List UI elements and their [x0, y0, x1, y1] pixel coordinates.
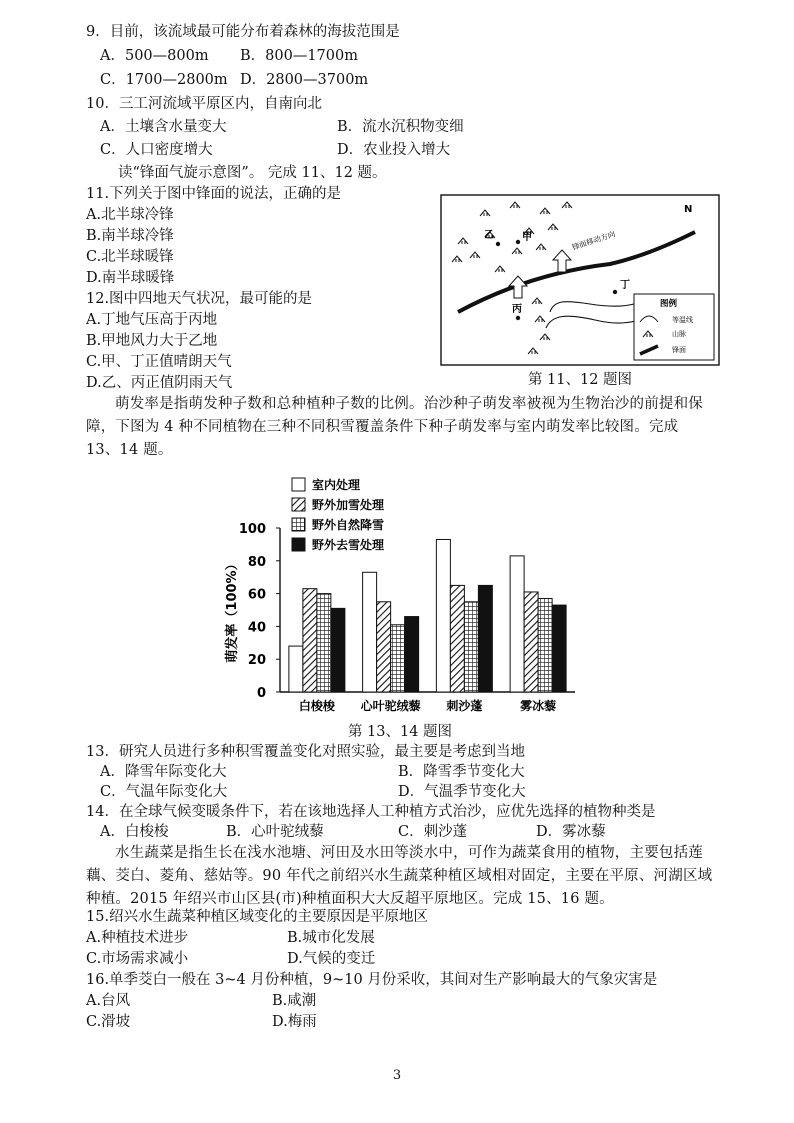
bar-chart-caption: 第 13、14 题图 — [347, 724, 453, 740]
bar — [552, 605, 566, 692]
intro-13-14: 萌发率是指萌发种子数和总种植种子数的比例。治沙种子萌发率被视为生物治沙的前提和保障，下图为 4 种不同植物在三种不同积雪覆盖条件下种子萌发率与室内萌发率比较图。完成 13、14 题。 — [86, 396, 703, 458]
q10-option-b[interactable]: B．流水沉积物变细 — [337, 119, 464, 135]
q11-option-d[interactable]: D.南半球暖锋 — [86, 270, 175, 286]
q10-option-d[interactable]: D．农业投入增大 — [337, 142, 451, 158]
q9-option-c[interactable]: C．1700—2800m — [100, 72, 228, 88]
legend-swatch — [292, 518, 305, 531]
legend-label: 室内处理 — [312, 478, 361, 492]
bar — [303, 589, 317, 692]
q15-option-c[interactable]: C.市场需求减小 — [86, 951, 189, 967]
q10-option-a[interactable]: A．土壤含水量变大 — [100, 119, 227, 135]
q14-option-c[interactable]: C．刺沙蓬 — [398, 824, 468, 840]
legend-label: 野外加雪处理 — [312, 498, 385, 512]
bar — [478, 585, 492, 692]
bar — [464, 602, 478, 692]
bar — [377, 602, 391, 692]
place-jia: 甲 — [522, 232, 532, 243]
bar — [538, 599, 552, 692]
bar — [524, 592, 538, 692]
q9-option-a[interactable]: A．500—800m — [100, 48, 209, 64]
q13-option-a[interactable]: A．降雪年际变化大 — [100, 764, 227, 780]
bar — [363, 572, 377, 692]
x-tick-label: 心叶驼绒藜 — [360, 699, 421, 713]
q10-option-c[interactable]: C．人口密度增大 — [100, 142, 213, 158]
q14-option-a[interactable]: A．白梭梭 — [100, 824, 169, 840]
legend-front: 锋面 — [672, 346, 686, 354]
q15-option-d[interactable]: D.气候的变迁 — [287, 951, 376, 967]
y-tick-label: 0 — [256, 686, 266, 701]
q12-option-b[interactable]: B.甲地风力大于乙地 — [86, 333, 218, 349]
place-ding: 丁 — [620, 280, 630, 291]
q15-stem: 15.绍兴水生蔬菜种植区域变化的主要原因是平原地区 — [86, 909, 429, 925]
y-tick-label: 100 — [238, 522, 266, 537]
germination-bar-chart — [200, 470, 600, 720]
place-bing: 丙 — [512, 304, 522, 315]
q11-option-b[interactable]: B.南半球冷锋 — [86, 228, 174, 244]
q15-option-b[interactable]: B.城市化发展 — [287, 930, 375, 946]
bar — [317, 594, 331, 692]
q12-option-c[interactable]: C.甲、丁正值晴朗天气 — [86, 354, 232, 370]
legend-swatch — [292, 538, 305, 551]
q13-stem: 13．研究人员进行多种积雪覆盖变化对照实验，最主要是考虑到当地 — [86, 744, 525, 760]
diagram-legend — [634, 294, 714, 360]
bar — [331, 608, 345, 692]
q10-stem: 10．三工河流域平原区内，自南向北 — [86, 96, 322, 112]
q14-option-b[interactable]: B．心叶驼绒藜 — [226, 824, 324, 840]
legend-swatch — [292, 498, 305, 511]
q11-stem: 11.下列关于图中锋面的说法，正确的是 — [86, 186, 342, 202]
place-yi: 乙 — [484, 230, 494, 241]
bar — [289, 646, 303, 692]
legend-swatch — [292, 478, 305, 491]
q16-option-c[interactable]: C.滑坡 — [86, 1014, 131, 1030]
front-cyclone-diagram — [440, 194, 720, 366]
y-tick-label: 40 — [247, 620, 266, 636]
q11-option-c[interactable]: C.北半球暖锋 — [86, 249, 174, 265]
q16-option-d[interactable]: D.梅雨 — [272, 1014, 317, 1030]
intro-11-12: 读“锋面气旋示意图”。 完成 11、12 题。 — [118, 165, 387, 181]
q13-option-b[interactable]: B．降雪季节变化大 — [398, 764, 525, 780]
bar — [436, 539, 450, 692]
legend-mountain: 山脉 — [672, 330, 686, 338]
bar — [391, 625, 405, 692]
q12-stem: 12.图中四地天气状况，最可能的是 — [86, 291, 313, 307]
x-tick-label: 刺沙蓬 — [446, 699, 483, 713]
q16-option-a[interactable]: A.台风 — [86, 993, 131, 1009]
front-move-label: 锋面移动方向 — [570, 229, 617, 252]
q9-option-b[interactable]: B．800—1700m — [240, 48, 358, 64]
bar — [450, 585, 464, 692]
q14-stem: 14．在全球气候变暖条件下，若在该地选择人工种植方式治沙，应优先选择的植物种类是 — [86, 804, 656, 820]
intro-15-16: 水生蔬菜是指生长在浅水池塘、河田及水田等淡水中，可作为蔬菜食用的植物，主要包括莲藕、茭白、菱角、慈姑等。90 年代之前绍兴水生蔬菜种植区域相对固定，主要在平原、河湖区域种植。2015 年绍兴市山区县(市)种植面积大大反超平原地区。完成 15、16 题。 — [86, 845, 713, 907]
y-tick-label: 80 — [247, 554, 266, 570]
legend-label: 野外自然降雪 — [312, 518, 385, 532]
legend-label: 野外去雪处理 — [312, 538, 385, 552]
q12-option-a[interactable]: A.丁地气压高于丙地 — [86, 312, 218, 328]
legend-isotherm: 等温线 — [672, 316, 693, 324]
q9-stem: 9．目前，该流域最可能分布着森林的海拔范围是 — [86, 24, 400, 40]
bar — [510, 556, 524, 692]
page-number: 3 — [392, 1068, 402, 1083]
q14-option-d[interactable]: D．雾冰藜 — [536, 824, 606, 840]
q13-option-c[interactable]: C．气温年际变化大 — [100, 784, 228, 800]
y-axis-label: 萌发率（100%） — [225, 557, 240, 663]
bar — [405, 617, 419, 692]
q16-stem: 16.单季茭白一般在 3~4 月份种植，9~10 月份采收，其间对生产影响最大的气象灾害是 — [86, 972, 658, 988]
q13-option-d[interactable]: D．气温季节变化大 — [398, 784, 526, 800]
front-diagram-caption: 第 11、12 题图 — [527, 372, 633, 388]
y-tick-label: 60 — [247, 587, 266, 603]
q16-option-b[interactable]: B.咸潮 — [272, 993, 317, 1009]
x-tick-label: 白梭梭 — [298, 699, 335, 713]
x-tick-label: 雾冰藜 — [520, 699, 557, 713]
q12-option-d[interactable]: D.乙、丙正值阴雨天气 — [86, 375, 233, 391]
legend-title: 图例 — [660, 299, 678, 309]
q11-option-a[interactable]: A.北半球冷锋 — [86, 207, 174, 223]
q15-option-a[interactable]: A.种植技术进步 — [86, 930, 189, 946]
q9-option-d[interactable]: D．2800—3700m — [240, 72, 369, 88]
north-label: N — [684, 204, 693, 215]
y-tick-label: 20 — [247, 653, 266, 669]
